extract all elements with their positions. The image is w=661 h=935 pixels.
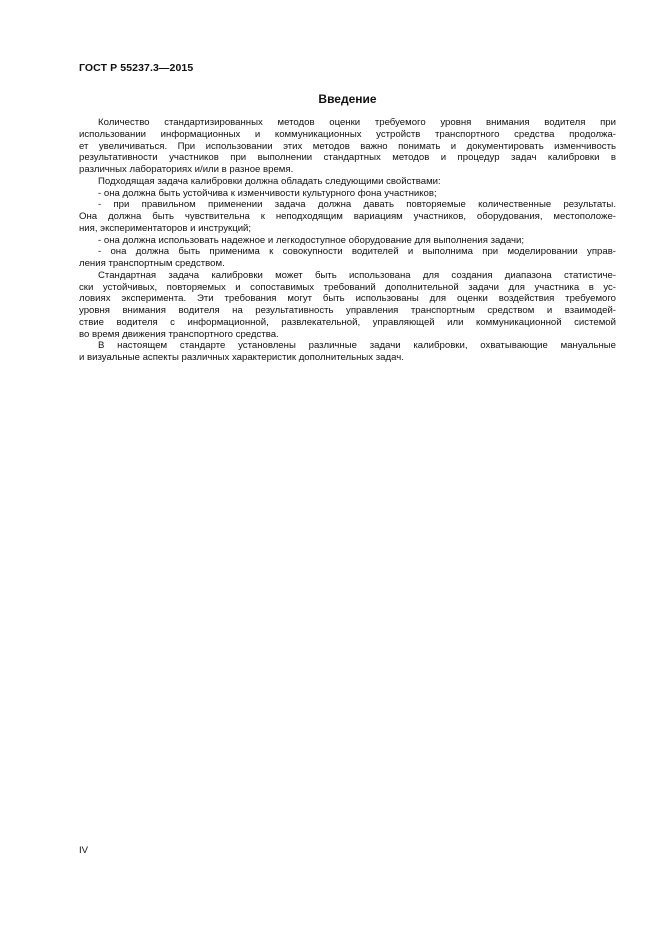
page-number: IV: [79, 845, 89, 856]
list-item-line: Она должна быть чувствительна к неподходящим вариациям участников, оборудования, местоположе-: [79, 211, 616, 222]
introduction-body: [79, 117, 616, 364]
paragraph-line: Стандартная задача калибровки может быть использована для создания диапазона статистиче-: [98, 269, 616, 281]
section-title: Введение: [318, 92, 377, 106]
paragraph-line: Подходящая задача калибровки должна обладать следующими свойствами:: [98, 175, 441, 187]
list-item-line: - она должна быть устойчива к изменчивости культурного фона участников;: [98, 187, 437, 199]
list-item-line: ния, экспериментаторов и инструкций;: [79, 222, 252, 234]
paragraph-line: В настоящем стандарте установлены различные задачи калибровки, охватывающие мануальные: [98, 340, 616, 352]
paragraph-line: ловиях эксперимента. Эти требования могут быть использованы для оценки воздействия требуемого: [79, 293, 616, 305]
paragraph-line: Количество стандартизированных методов оценки требуемого уровня внимания водителя при: [98, 117, 616, 128]
list-item-line: ления транспортным средством.: [79, 258, 225, 269]
paragraph-line: во время движения транспортного средства.: [79, 328, 279, 340]
paragraph-line: использовании информационных и коммуникационных устройств транспортного средства продолжа-: [79, 128, 616, 140]
list-item-line: - при правильном применении задача должна давать повторяемые количественные результаты.: [98, 199, 616, 211]
paragraph-line: ет увеличиваться. При использовании этих методов важно понимать и документировать изменчивость: [79, 140, 616, 152]
paragraph-line: и визуальные аспекты различных характеристик дополнительных задач.: [79, 352, 404, 363]
paragraph-line: ски устойчивых, повторяемых и сопоставимых требований дополнительной задачи для участника в ус-: [79, 281, 616, 293]
paragraph-line: уровня внимания водителя на результативность управления транспортным средством и взаимодей-: [79, 305, 616, 316]
paragraph-line: различных лабораториях и/или в разное время.: [79, 164, 294, 175]
paragraph-line: результативности участников при выполнении стандартных методов и процедур задач калибровки в: [79, 152, 616, 164]
list-item-line: - она должна быть применима к совокупности водителей и выполнима при моделировании управ-: [98, 246, 616, 258]
document-header: ГОСТ Р 55237.3—2015: [79, 62, 194, 74]
paragraph-line: ствие водителя с информационной, развлекательной, управляющей или коммуникационной системой: [79, 316, 616, 328]
list-item-line: - она должна использовать надежное и легкодоступное оборудование для выполнения задачи;: [98, 234, 525, 246]
